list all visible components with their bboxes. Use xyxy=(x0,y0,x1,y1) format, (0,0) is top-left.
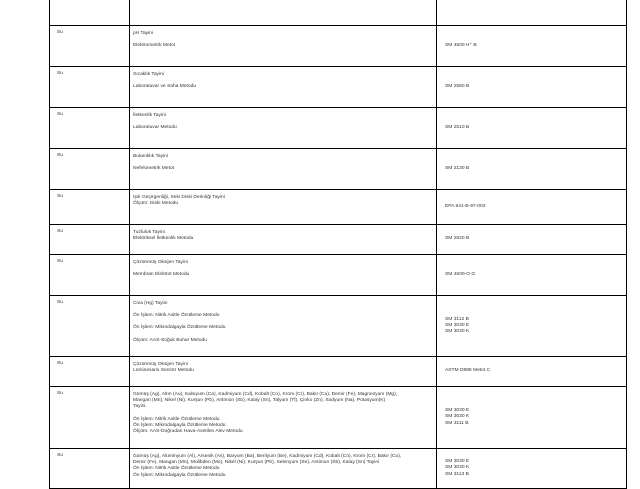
parameter-line: Elektriksel İletkenlik Metodu xyxy=(133,236,194,242)
parameter-line: Gümüş (Ag), Altın (Au), Kalsiyum (Ca), Kadmiyum (Cd), Kobalt (Co), Krom (Cr), Bakır (Cu), Demir (Fe), Magnezyum (Mg), xyxy=(133,392,398,397)
method-reference: EPA 841-B-97-003 xyxy=(445,203,486,209)
table-row xyxy=(50,357,627,387)
parameter-cell xyxy=(130,67,437,108)
method-reference: SM 2550 B xyxy=(445,83,470,89)
parameter-line: Ön İşlem: Mikrodalgayla Özütleme Metodu xyxy=(133,422,226,428)
parameter-cell xyxy=(130,357,437,387)
table-row xyxy=(50,449,627,489)
matrix-cell xyxy=(50,296,130,357)
parameter-line: Çözünmüş Oksijen Tayini xyxy=(133,362,188,367)
method-reference: SM 3030 K xyxy=(445,465,470,471)
parameter-line: Ölçüm: AAS-Soğuk Buhar Metodu xyxy=(133,337,207,343)
method-reference: SM 3030 E xyxy=(445,459,470,465)
parameter-line: Civa (Hg) Tayini xyxy=(133,301,168,306)
matrix-text: Su xyxy=(57,112,63,117)
matrix-text: Su xyxy=(57,391,63,396)
parameter-cell xyxy=(130,225,437,255)
method-cell xyxy=(437,190,627,225)
method-reference xyxy=(437,0,626,3)
parameter-cell xyxy=(130,149,437,190)
matrix-cell xyxy=(50,26,130,67)
method-reference: SM 3112 B xyxy=(445,316,469,322)
parameter-line: Lüminesans Sensör Metodu xyxy=(133,368,194,374)
parameter-line: Laboratuvar ve Saha Metodu xyxy=(133,84,197,90)
parameter-line: Ölçüm: AAS-Doğrudan Hava-Asetilen Alev Metodu xyxy=(133,429,243,435)
matrix-cell xyxy=(50,387,130,449)
method-reference: SM 2130 B xyxy=(445,165,470,171)
matrix-cell xyxy=(50,0,130,26)
matrix-cell xyxy=(50,149,130,190)
method-cell xyxy=(437,108,627,149)
method-cell xyxy=(437,225,627,255)
parameter-line: Mangan (Mn), Nikel (Ni), Kurşun (Pb), Antimon (Sb), Kalay (Sn), Talyum (Tl), Çinko (Zn), Sodyum (Na), Potasyum(K) xyxy=(133,398,386,404)
method-cell xyxy=(437,67,627,108)
parameter-line: Ön İşlem: Mikrodalgayla Özütleme Metodu xyxy=(133,472,226,478)
parameter-line: Membran Elektrot Metodu xyxy=(133,272,190,278)
method-reference: SM 3030 E xyxy=(445,322,470,328)
parameter-cell xyxy=(130,387,437,449)
table-row xyxy=(50,255,627,296)
parameter-cell xyxy=(130,255,437,296)
accreditation-scope-table xyxy=(49,0,627,489)
method-cell xyxy=(437,26,627,67)
parameter-line: Tayini xyxy=(133,404,146,410)
parameter-cell xyxy=(130,190,437,225)
method-reference: SM 3113 B xyxy=(445,471,469,477)
parameter-line: Işık Geçirgenliği, Seki Diski Derinliği Tayini xyxy=(133,195,225,200)
method-reference: SM 3030 K xyxy=(445,414,470,420)
parameter-line: Elektrometrik Metot xyxy=(133,43,176,49)
parameter-line: Ölçüm: Diski Metodu xyxy=(133,201,179,207)
matrix-cell xyxy=(50,357,130,387)
method-reference: SM 2510 B xyxy=(445,124,470,130)
matrix-cell xyxy=(50,449,130,489)
method-cell xyxy=(437,149,627,190)
table-row xyxy=(50,296,627,357)
parameter-line xyxy=(133,0,436,1)
parameter-line: İletkenlik Tayini xyxy=(133,113,166,118)
parameter-line: Nefelometrik Metot xyxy=(133,166,175,172)
table-row xyxy=(50,26,627,67)
parameter-line: Laboratuvar Metodu xyxy=(133,125,177,131)
parameter-cell xyxy=(130,26,437,67)
matrix-text: Su xyxy=(57,300,63,305)
table-row xyxy=(50,387,627,449)
matrix-text: Su xyxy=(57,259,63,264)
parameter-line: pH Tayini xyxy=(133,31,154,36)
matrix-text: Su xyxy=(57,361,63,366)
table-row xyxy=(50,67,627,108)
table-row xyxy=(50,108,627,149)
matrix-text: Su xyxy=(57,71,63,76)
method-cell xyxy=(437,0,627,26)
method-cell xyxy=(437,255,627,296)
table-row xyxy=(50,190,627,225)
parameter-line: Ön İşlem: Mikrodalgayla Özütleme Metodu xyxy=(133,325,226,331)
method-cell xyxy=(437,387,627,449)
table-row xyxy=(50,225,627,255)
parameter-line: Gümüş (Ag), Alüminyum (Al), Arsenik (As), Baryum (Ba), Berilyum (Be), Kadmiyum (Cd), Kobalt (Co), Krom (Cr), Bakır (Cu), xyxy=(133,454,402,459)
method-reference: SM 3030 E xyxy=(445,408,470,414)
method-cell xyxy=(437,357,627,387)
parameter-line: Bulanıklık Tayini xyxy=(133,154,168,159)
parameter-line: Sıcaklık Tayini xyxy=(133,72,164,77)
method-reference: ASTM D888 Metot C xyxy=(445,368,491,374)
parameter-cell xyxy=(130,0,437,26)
method-reference: SM 3030 K xyxy=(445,329,470,335)
method-reference: SM 3111 B xyxy=(445,420,469,426)
method-reference: SM 2520 B xyxy=(445,236,470,242)
parameter-line: Ön İşlem: Nitrik Asitle Özütleme Metodu xyxy=(133,416,220,422)
parameter-line: Tuzluluk Tayini xyxy=(133,230,165,235)
parameter-cell xyxy=(130,296,437,357)
parameter-cell xyxy=(130,108,437,149)
method-cell xyxy=(437,449,627,489)
parameter-line: Ön İşlem: Nitrik Asitle Özütleme Metodu xyxy=(133,313,220,319)
matrix-text: Su xyxy=(57,30,63,35)
matrix-cell xyxy=(50,255,130,296)
matrix-cell xyxy=(50,225,130,255)
matrix-cell xyxy=(50,108,130,149)
matrix-cell xyxy=(50,190,130,225)
parameter-line: Ön İşlem: Nitrik Asitle Özütleme Metodu xyxy=(133,466,220,472)
method-cell xyxy=(437,296,627,357)
table-row xyxy=(50,0,627,26)
parameter-cell xyxy=(130,449,437,489)
parameter-line: Çözünmüş Oksijen Tayini xyxy=(133,260,188,265)
matrix-text: Su xyxy=(57,194,63,199)
method-reference: SM 4500 H⁺ B xyxy=(445,42,477,48)
method-reference: SM 4500-O G xyxy=(445,271,476,277)
matrix-cell xyxy=(50,67,130,108)
table-row xyxy=(50,149,627,190)
matrix-text: Su xyxy=(57,229,63,234)
matrix-text: Su xyxy=(57,453,63,458)
matrix-text: Su xyxy=(57,153,63,158)
parameter-line: Demir (Fe), Mangan (Mn), Molibden (Mo), Nikel (Ni), Kurşun (Pb), Selenyum (Se), Antimon (Sb), Kalay (Sn) Tayini xyxy=(133,460,380,466)
